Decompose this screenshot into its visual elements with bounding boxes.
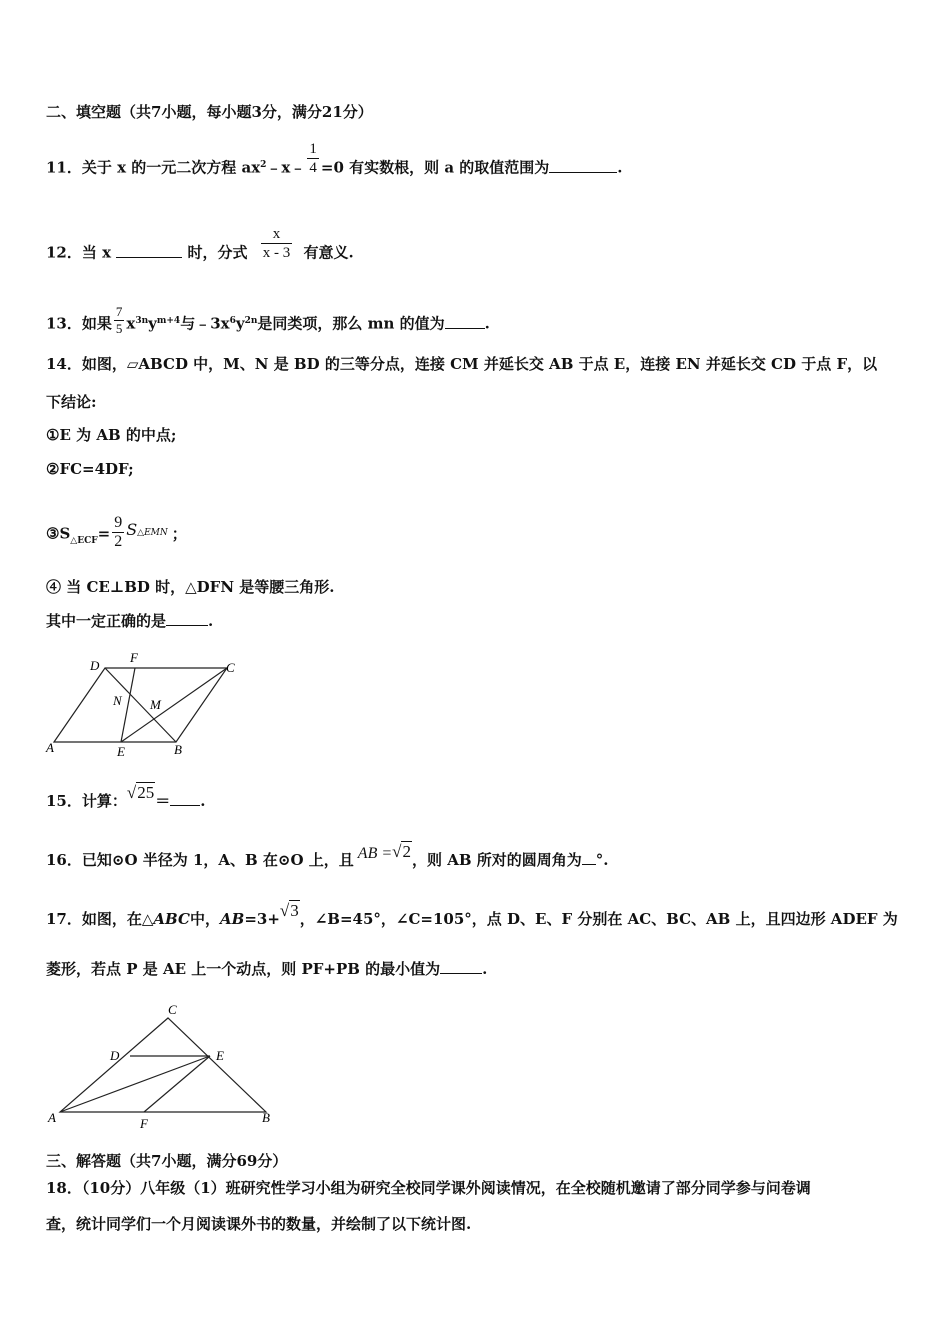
q14-ask-text: 其中一定正确的是 — [46, 612, 167, 630]
q15-text-pre: 15．计算： — [46, 792, 127, 810]
q14-ask-end: . — [208, 612, 214, 630]
q14-c3-s2: S — [126, 519, 138, 539]
q13-exp-m4: m+4 — [156, 315, 181, 326]
q14-c3-end: ； — [171, 524, 187, 543]
label-a: A — [48, 1110, 56, 1125]
question-15 — [46, 783, 206, 811]
label-f: F — [140, 1116, 148, 1131]
q13-y2: y — [235, 314, 245, 333]
q15-text-end: . — [200, 792, 206, 810]
q12-text-mid: 时，分式 — [187, 243, 248, 262]
q11-text-mid: ﹣x﹣ — [266, 158, 306, 177]
q16-text-post: ，则 AB 所对的圆周角为 — [411, 851, 582, 869]
q13-text-pre: 13．如果 — [46, 314, 112, 333]
q12-fraction — [261, 225, 293, 262]
q14-conclusion-4: ④ 当 CE⊥BD 时，△DFN 是等腰三角形. — [46, 578, 335, 596]
q14-c3-num: 9 — [114, 514, 123, 531]
label-c: C — [226, 660, 235, 675]
section-3-heading: 三、解答题（共7小题，满分69分） — [46, 1152, 288, 1170]
label-e: E — [117, 744, 125, 759]
q13-frac-den: 5 — [115, 321, 123, 336]
q16-sqrt: √2 — [392, 842, 411, 861]
question-14-line-1: 14．如图，▱ABCD 中，M、N 是 BD 的三等分点，连接 CM 并延长交 AB 于点 E，连接 EN 并延长交 CD 于点 F，以 — [46, 355, 878, 373]
q11-fraction — [307, 140, 319, 177]
q17-text-mid: 中， — [189, 910, 220, 928]
q11-frac-num: 1 — [309, 141, 317, 157]
q15-answer-blank[interactable] — [170, 791, 200, 806]
q14-conclusion-2: ②FC=4DF; — [46, 460, 134, 478]
q17-sqrt: √3 — [279, 901, 299, 920]
q17-triangle-figure — [44, 1000, 284, 1132]
q15-sqrt: √25 — [126, 783, 155, 802]
label-d: D — [90, 658, 100, 673]
q11-text-pre: 11．关于 x 的一元二次方程 ax — [46, 158, 261, 177]
q11-superscript: 2 — [260, 159, 267, 170]
segment-ae — [60, 1056, 210, 1112]
q13-fraction — [114, 304, 125, 337]
triangle-abc — [60, 1018, 266, 1112]
q12-text-pre: 12．当 x — [46, 243, 112, 262]
q14-parallelogram-figure — [44, 650, 244, 760]
q13-term2: 与﹣3x — [180, 314, 230, 333]
q13-x: x — [126, 314, 136, 333]
q14-c3-den: 2 — [114, 533, 123, 550]
label-e: E — [216, 1048, 224, 1063]
q16-radicand: 2 — [402, 842, 411, 861]
question-18-line-1: 18．（10分）八年级（1）班研究性学习小组为研究全校同学课外阅读情况，在全校随机邀请了部分同学参与问卷调 — [46, 1179, 811, 1197]
q15-text-post: ＝ — [155, 792, 171, 810]
q13-text-end: . — [484, 314, 490, 333]
question-12 — [46, 226, 354, 272]
q13-answer-blank[interactable] — [445, 314, 485, 329]
q14-c3-subscript: △ECF — [70, 535, 98, 546]
q12-text-post: 有意义. — [303, 243, 354, 262]
q14-conclusion-3 — [46, 516, 187, 553]
question-11 — [46, 141, 623, 187]
q16-answer-blank[interactable] — [582, 850, 596, 865]
q17-text-end: . — [482, 960, 488, 978]
q14-conclusion-1: ①E 为 AB 的中点; — [46, 426, 177, 444]
q15-radicand: 25 — [137, 783, 155, 802]
label-f: F — [130, 650, 138, 665]
q12-answer-blank[interactable] — [116, 243, 182, 258]
label-a: A — [46, 740, 54, 755]
label-c: C — [168, 1002, 177, 1017]
q13-y: y — [148, 314, 157, 333]
q14-answer-blank[interactable] — [166, 611, 208, 626]
segment-ef — [121, 668, 135, 742]
label-m: M — [150, 697, 161, 712]
q17-text-pre: 17．如图，在△ — [46, 910, 154, 928]
q13-exp-2n: 2n — [244, 315, 258, 326]
section-2-heading: 二、填空题（共7小题，每小题3分，满分21分） — [46, 103, 373, 121]
q17-abc: ABC — [153, 910, 190, 928]
q13-exp-3n: 3n — [135, 315, 149, 326]
q11-text-end: . — [617, 158, 623, 177]
q11-answer-blank[interactable] — [549, 158, 617, 173]
q17-line2-text: 菱形，若点 P 是 AE 上一个动点，则 PF+PB 的最小值为 — [46, 960, 441, 978]
question-18-line-2: 查，统计同学们一个月阅读课外书的数量，并绘制了以下统计图. — [46, 1215, 472, 1233]
q12-frac-num: x — [272, 226, 281, 242]
label-b: B — [262, 1110, 270, 1125]
q12-frac-den: x - 3 — [262, 245, 291, 261]
label-b: B — [174, 742, 182, 757]
question-17-line-1 — [46, 901, 898, 929]
q13-frac-num: 7 — [115, 304, 123, 319]
question-13 — [46, 304, 490, 341]
question-17-line-2 — [46, 959, 487, 979]
q17-answer-blank[interactable] — [440, 959, 482, 974]
q11-text-post: =0 有实数根，则 a 的取值范围为 — [320, 158, 550, 177]
q17-radicand: 3 — [290, 901, 299, 920]
q14-c3-s2-subscript: △EMN — [137, 527, 168, 538]
q17-eq: =3+ — [244, 910, 280, 928]
q14-c3-s: ③S — [46, 524, 71, 543]
q16-text-pre: 16．已知⊙O 半径为 1，A、B 在⊙O 上，且 — [46, 851, 354, 869]
q11-frac-den: 4 — [309, 160, 317, 176]
segment-ef — [144, 1056, 210, 1112]
label-n: N — [113, 693, 122, 708]
q17-ab: AB — [219, 910, 245, 928]
q13-exp-6: 6 — [229, 315, 236, 326]
q14-c3-eq: = — [97, 524, 111, 543]
q16-ab-equals: AB = — [357, 845, 393, 862]
q16-text-end: °. — [595, 851, 609, 869]
q17-text-rest: ，∠B=45°，∠C=105°，点 D、E、F 分别在 AC、BC、AB 上，且四边形 ADEF 为 — [299, 910, 898, 928]
label-d: D — [110, 1048, 120, 1063]
q14-ask — [46, 611, 213, 631]
segment-ce — [121, 668, 227, 742]
q14-c3-fraction — [112, 514, 124, 551]
question-16 — [46, 842, 609, 871]
q13-text-post: 是同类项，那么 mn 的值为 — [257, 314, 445, 333]
question-14-line-2: 下结论: — [46, 393, 97, 411]
